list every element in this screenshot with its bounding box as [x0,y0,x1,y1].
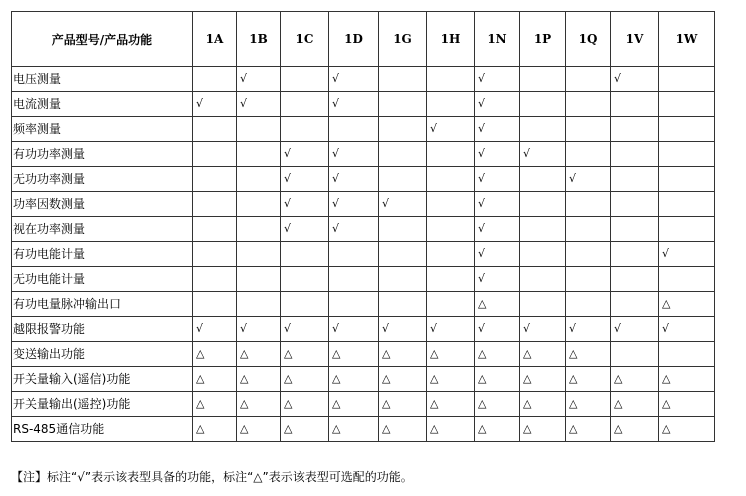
feature-mark-cell: √ [475,242,520,267]
table-row [12,292,715,317]
model-header-1h: 1H [427,12,475,67]
feature-label: 变送输出功能 [12,342,193,367]
feature-mark-cell [427,192,475,217]
feature-mark-cell [566,192,611,217]
feature-mark-cell [659,142,715,167]
feature-mark-cell [520,292,566,317]
feature-mark-cell [427,242,475,267]
feature-mark-cell [237,242,281,267]
feature-mark-cell: △ [281,367,329,392]
footnote: 【注】标注“√”表示该表型具备的功能，标注“△”表示该表型可选配的功能。 [11,470,413,484]
feature-mark-cell: √ [566,317,611,342]
feature-mark-cell [566,292,611,317]
feature-mark-cell: △ [611,392,659,417]
feature-mark-cell [281,292,329,317]
feature-mark-cell [611,117,659,142]
feature-mark-cell [611,167,659,192]
feature-mark-cell [520,217,566,242]
feature-mark-cell: △ [427,342,475,367]
feature-mark-cell [379,92,427,117]
model-header-1w: 1W [659,12,715,67]
corner-header: 产品型号/产品功能 [12,12,193,67]
feature-label: 开关量输出(遥控)功能 [12,392,193,417]
feature-mark-cell [611,342,659,367]
feature-matrix-table [11,11,715,442]
feature-label: 越限报警功能 [12,317,193,342]
feature-mark-cell [379,242,427,267]
feature-mark-cell: √ [237,317,281,342]
feature-mark-cell [193,192,237,217]
feature-mark-cell: △ [611,417,659,442]
feature-mark-cell [566,92,611,117]
feature-mark-cell: △ [281,342,329,367]
feature-mark-cell [659,67,715,92]
feature-mark-cell [611,192,659,217]
feature-mark-cell: △ [329,342,379,367]
feature-mark-cell [193,242,237,267]
feature-mark-cell [566,142,611,167]
feature-mark-cell: √ [329,142,379,167]
feature-mark-cell: △ [659,292,715,317]
model-header-1v: 1V [611,12,659,67]
feature-mark-cell: √ [475,117,520,142]
feature-mark-cell [193,217,237,242]
table-row [12,167,715,192]
model-header-1n: 1N [475,12,520,67]
feature-mark-cell [659,92,715,117]
feature-label: 频率测量 [12,117,193,142]
table-row [12,242,715,267]
feature-mark-cell [659,167,715,192]
feature-label: 功率因数测量 [12,192,193,217]
feature-mark-cell [193,292,237,317]
feature-mark-cell: √ [329,317,379,342]
feature-mark-cell [566,217,611,242]
feature-mark-cell: △ [566,367,611,392]
feature-mark-cell [193,117,237,142]
model-header-1q: 1Q [566,12,611,67]
feature-mark-cell: √ [427,117,475,142]
model-header-1g: 1G [379,12,427,67]
feature-mark-cell: √ [237,67,281,92]
feature-mark-cell: △ [379,342,427,367]
feature-mark-cell: √ [193,317,237,342]
feature-mark-cell [520,192,566,217]
feature-mark-cell [193,67,237,92]
feature-mark-cell: √ [659,317,715,342]
feature-mark-cell: √ [475,317,520,342]
feature-mark-cell: √ [475,217,520,242]
feature-mark-cell [427,142,475,167]
feature-mark-cell: △ [520,417,566,442]
table-body [12,67,715,442]
feature-mark-cell: √ [281,317,329,342]
feature-mark-cell [566,117,611,142]
feature-mark-cell: √ [520,142,566,167]
feature-mark-cell: √ [281,167,329,192]
feature-mark-cell [611,292,659,317]
feature-mark-cell [379,292,427,317]
feature-mark-cell: △ [475,342,520,367]
model-header-1b: 1B [237,12,281,67]
feature-mark-cell: √ [475,267,520,292]
feature-mark-cell [281,67,329,92]
table-row [12,92,715,117]
feature-mark-cell [193,142,237,167]
feature-mark-cell: △ [475,417,520,442]
feature-label: 电压测量 [12,67,193,92]
feature-mark-cell: △ [566,342,611,367]
feature-mark-cell: △ [427,417,475,442]
feature-label: 无功功率测量 [12,167,193,192]
feature-label: 电流测量 [12,92,193,117]
feature-mark-cell: △ [566,392,611,417]
feature-mark-cell [237,267,281,292]
feature-mark-cell [329,267,379,292]
feature-mark-cell [611,217,659,242]
feature-label: 有功电量脉冲输出口 [12,292,193,317]
feature-mark-cell [427,267,475,292]
feature-mark-cell [329,242,379,267]
feature-mark-cell [611,142,659,167]
feature-mark-cell: √ [329,192,379,217]
feature-mark-cell: △ [475,392,520,417]
feature-mark-cell: △ [193,342,237,367]
feature-mark-cell [281,92,329,117]
feature-mark-cell [329,292,379,317]
feature-mark-cell [281,117,329,142]
feature-mark-cell [659,217,715,242]
feature-mark-cell [611,92,659,117]
table-row [12,392,715,417]
feature-label: RS-485通信功能 [12,417,193,442]
model-header-1d: 1D [329,12,379,67]
feature-mark-cell: △ [520,342,566,367]
table-row [12,142,715,167]
feature-mark-cell: △ [475,367,520,392]
feature-mark-cell [659,117,715,142]
feature-mark-cell [237,292,281,317]
feature-mark-cell [566,67,611,92]
feature-mark-cell: √ [475,142,520,167]
feature-mark-cell [379,217,427,242]
feature-mark-cell [520,242,566,267]
feature-mark-cell [379,142,427,167]
feature-mark-cell [427,217,475,242]
feature-mark-cell [427,292,475,317]
feature-mark-cell [379,267,427,292]
feature-mark-cell: △ [237,392,281,417]
feature-mark-cell [611,267,659,292]
feature-mark-cell: △ [329,417,379,442]
table-row [12,367,715,392]
feature-mark-cell [427,67,475,92]
feature-mark-cell [237,192,281,217]
feature-mark-cell: √ [379,192,427,217]
feature-mark-cell: √ [427,317,475,342]
feature-mark-cell: △ [379,417,427,442]
feature-mark-cell: △ [379,392,427,417]
table-row [12,117,715,142]
feature-mark-cell: △ [520,367,566,392]
feature-mark-cell [520,92,566,117]
feature-mark-cell [281,242,329,267]
table-header-row [12,12,715,67]
feature-mark-cell: △ [193,392,237,417]
feature-label: 无功电能计量 [12,267,193,292]
table-row [12,317,715,342]
feature-mark-cell: √ [475,167,520,192]
feature-mark-cell: △ [329,367,379,392]
feature-mark-cell [659,192,715,217]
feature-mark-cell: √ [329,92,379,117]
feature-mark-cell [659,342,715,367]
feature-mark-cell [193,167,237,192]
feature-mark-cell [566,242,611,267]
feature-mark-cell: √ [659,242,715,267]
feature-mark-cell: √ [475,192,520,217]
feature-mark-cell: △ [281,392,329,417]
feature-mark-cell [520,267,566,292]
feature-mark-cell: △ [611,367,659,392]
feature-mark-cell: △ [427,367,475,392]
feature-mark-cell: △ [193,417,237,442]
feature-mark-cell [520,167,566,192]
model-header-1a: 1A [193,12,237,67]
feature-mark-cell [427,167,475,192]
feature-mark-cell: △ [659,392,715,417]
feature-mark-cell [520,67,566,92]
table-row [12,67,715,92]
feature-label: 有功电能计量 [12,242,193,267]
table-row [12,192,715,217]
table-row [12,217,715,242]
feature-mark-cell: △ [329,392,379,417]
feature-mark-cell: √ [281,217,329,242]
feature-mark-cell: √ [520,317,566,342]
feature-mark-cell [237,117,281,142]
feature-mark-cell: △ [427,392,475,417]
feature-mark-cell [281,267,329,292]
feature-mark-cell: √ [281,142,329,167]
model-header-1c: 1C [281,12,329,67]
feature-mark-cell [379,67,427,92]
model-header-1p: 1P [520,12,566,67]
table-row [12,342,715,367]
feature-mark-cell: △ [659,367,715,392]
feature-mark-cell: √ [329,167,379,192]
feature-mark-cell: △ [237,342,281,367]
feature-mark-cell: △ [520,392,566,417]
feature-mark-cell: √ [611,317,659,342]
feature-mark-cell [659,267,715,292]
feature-mark-cell: △ [237,417,281,442]
feature-mark-cell [329,117,379,142]
feature-mark-cell [427,92,475,117]
feature-mark-cell: △ [193,367,237,392]
feature-mark-cell [566,267,611,292]
feature-label: 开关量输入(遥信)功能 [12,367,193,392]
feature-mark-cell: √ [329,67,379,92]
table-row [12,417,715,442]
feature-mark-cell: √ [329,217,379,242]
feature-mark-cell [193,267,237,292]
feature-mark-cell [611,242,659,267]
feature-mark-cell [379,117,427,142]
feature-mark-cell [520,117,566,142]
feature-mark-cell: △ [659,417,715,442]
feature-mark-cell: △ [475,292,520,317]
feature-mark-cell: √ [193,92,237,117]
feature-mark-cell: √ [566,167,611,192]
feature-mark-cell: △ [566,417,611,442]
feature-mark-cell: √ [611,67,659,92]
feature-mark-cell [237,217,281,242]
feature-mark-cell: √ [475,67,520,92]
feature-mark-cell [237,142,281,167]
feature-mark-cell: √ [379,317,427,342]
feature-label: 视在功率测量 [12,217,193,242]
feature-mark-cell: △ [237,367,281,392]
feature-mark-cell: △ [379,367,427,392]
feature-mark-cell [237,167,281,192]
feature-mark-cell [379,167,427,192]
feature-mark-cell: √ [237,92,281,117]
feature-mark-cell: √ [281,192,329,217]
feature-mark-cell: △ [281,417,329,442]
table-row [12,267,715,292]
feature-label: 有功功率测量 [12,142,193,167]
feature-mark-cell: √ [475,92,520,117]
